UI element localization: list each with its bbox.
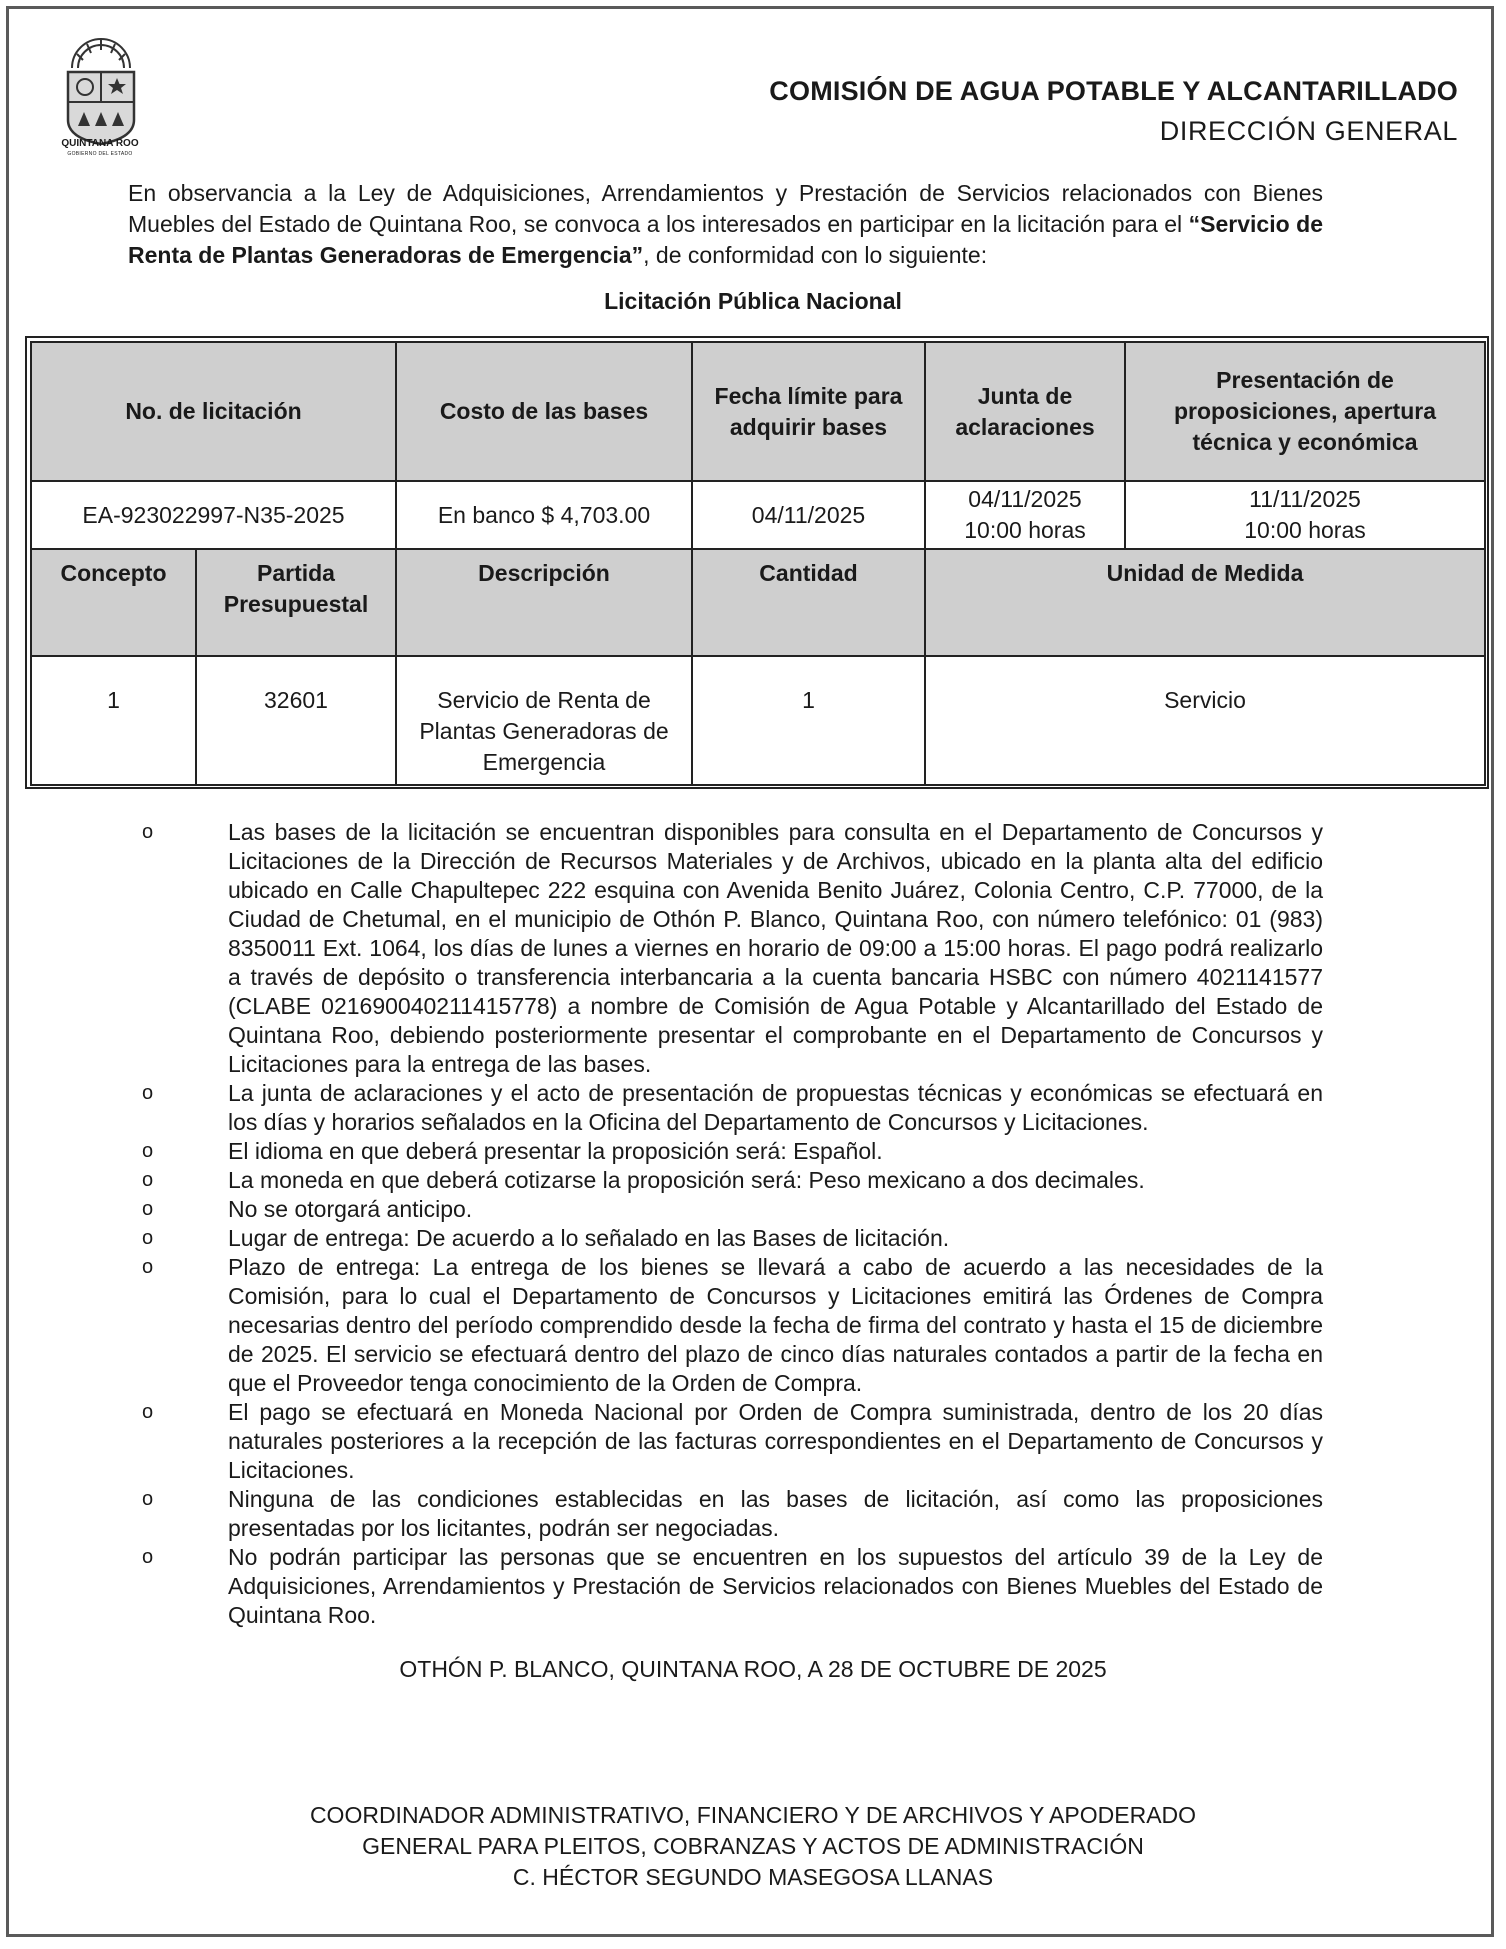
bullet-mark: o xyxy=(142,1082,154,1104)
table-row xyxy=(31,481,1485,549)
col-header-fecha-limite: Fecha límite para adquirir bases xyxy=(692,342,925,481)
list-item-text: La junta de aclaraciones y el acto de presentación de propuestas técnicas y económicas se efectuará en los días y horarios señalados en la Oficina del Departamento de Concursos y Licitaciones. xyxy=(228,1080,1323,1135)
cell-junta xyxy=(925,481,1125,549)
cell-costo: En banco $ 4,703.00 xyxy=(396,481,692,549)
bullet-mark: o xyxy=(142,1227,154,1249)
col-header-cantidad: Cantidad xyxy=(692,549,925,656)
list-item xyxy=(142,1166,1323,1195)
col-header-unidad: Unidad de Medida xyxy=(925,549,1485,656)
col-header-presentacion: Presentación de proposiciones, apertura técnica y económica xyxy=(1125,342,1485,481)
bullet-mark: o xyxy=(142,1488,154,1510)
section-title: Licitación Pública Nacional xyxy=(604,288,902,314)
signature-line-2: GENERAL PARA PLEITOS, COBRANZAS Y ACTOS DE ADMINISTRACIÓN xyxy=(362,1833,1144,1859)
intro-paragraph xyxy=(128,178,1323,271)
intro-text: En observancia a la Ley de Adquisiciones, Arrendamientos y Prestación de Servicios relacionados con Bienes Muebles del Estado de Quintana Roo, se convoca a los interesados en participar en la licitación para el xyxy=(128,180,1323,237)
list-item xyxy=(142,1543,1323,1630)
list-item xyxy=(142,1253,1323,1398)
list-item-text: Ninguna de las condiciones establecidas en las bases de licitación, así como las proposiciones presentadas por los licitantes, podrán ser negociadas. xyxy=(228,1486,1323,1541)
agency-title: COMISIÓN DE AGUA POTABLE Y ALCANTARILLADO xyxy=(769,76,1458,106)
bullet-mark: o xyxy=(142,1169,154,1191)
cell-licitacion: EA-923022997-N35-2025 xyxy=(31,481,396,549)
table2-header-row xyxy=(31,549,1485,656)
signature-name: C. HÉCTOR SEGUNDO MASEGOSA LLANAS xyxy=(512,1864,994,1890)
list-item xyxy=(142,1398,1323,1485)
agency-subtitle: DIRECCIÓN GENERAL xyxy=(1159,116,1458,146)
cell-junta-hora: 10:00 horas xyxy=(964,517,1086,543)
col-header-licitacion: No. de licitación xyxy=(31,342,396,481)
list-item xyxy=(142,1079,1323,1137)
list-item-text: Las bases de la licitación se encuentran disponibles para consulta en el Departamento de Concursos y Licitaciones de la Dirección de Recursos Materiales y de Archivos, ubicado en la planta alta del edificio ubicado en Calle Chapultepec 222 esquina con Avenida Benito Juárez, Colonia Centro, C.P. 77000, de la Ciudad de Chetumal, en el municipio de Othón P. Blanco, Quintana Roo, con número telefónico: 01 (983) 8350011 Ext. 1064, los días de lunes a viernes en horario de 09:00 a 15:00 horas. El pago podrá realizarlo a través de depósito o transferencia interbancaria a la cuenta bancaria HSBC con número 4021141577 (CLABE 021690040211415778) a nombre de Comisión de Agua Potable y Alcantarillado del Estado de Quintana Roo, debiendo posteriormente presentar el comprobante en el Departamento de Concursos y Licitaciones para la entrega de las bases. xyxy=(228,819,1323,1077)
logo-subtitle: GOBIERNO DEL ESTADO xyxy=(67,151,133,157)
intro-text-end: , de conformidad con lo siguiente: xyxy=(643,242,988,268)
cell-presentacion xyxy=(1125,481,1485,549)
list-item xyxy=(142,1137,1323,1166)
list-item xyxy=(142,1485,1323,1543)
col-header-partida: Partida Presupuestal xyxy=(196,549,396,656)
cell-partida: 32601 xyxy=(196,656,396,785)
list-item-text: Lugar de entrega: De acuerdo a lo señalado en las Bases de licitación. xyxy=(228,1225,950,1251)
col-header-descripcion: Descripción xyxy=(396,549,692,656)
cell-presentacion-fecha: 11/11/2025 xyxy=(1249,486,1361,512)
list-item xyxy=(142,1195,1323,1224)
list-item xyxy=(142,1224,1323,1253)
signature-line-1: COORDINADOR ADMINISTRATIVO, FINANCIERO Y DE ARCHIVOS Y APODERADO xyxy=(309,1802,1197,1828)
table1-header-row xyxy=(31,342,1485,481)
col-header-junta: Junta de aclaraciones xyxy=(925,342,1125,481)
list-item xyxy=(142,818,1323,1079)
tender-table xyxy=(30,341,1486,786)
col-header-concepto: Concepto xyxy=(31,549,196,656)
bullet-mark: o xyxy=(142,1140,154,1162)
bullet-mark: o xyxy=(142,1198,154,1220)
cell-descripcion: Servicio de Renta de Plantas Generadoras de Emergencia xyxy=(396,656,692,785)
list-item-text: El pago se efectuará en Moneda Nacional por Orden de Compra suministrada, dentro de los 20 días naturales posteriores a la recepción de las facturas correspondientes en el Departamento de Concursos y Licitaciones. xyxy=(228,1399,1323,1483)
list-item-text: La moneda en que deberá cotizarse la proposición será: Peso mexicano a dos decimales. xyxy=(228,1167,1145,1193)
col-header-costo: Costo de las bases xyxy=(396,342,692,481)
intro-service-name: “Servicio de Renta de Plantas Generadoras de Emergencia” xyxy=(128,211,1323,268)
table-row xyxy=(31,656,1485,785)
bullet-mark: o xyxy=(142,1546,154,1568)
bullet-mark: o xyxy=(142,1256,154,1278)
list-item-text: El idioma en que deberá presentar la proposición será: Español. xyxy=(228,1138,883,1164)
conditions-list xyxy=(142,818,1323,1630)
cell-concepto: 1 xyxy=(31,656,196,785)
cell-junta-fecha: 04/11/2025 xyxy=(968,486,1082,512)
place-and-date: OTHÓN P. BLANCO, QUINTANA ROO, A 28 DE OCTUBRE DE 2025 xyxy=(399,1656,1107,1682)
cell-cantidad: 1 xyxy=(692,656,925,785)
list-item-text: No se otorgará anticipo. xyxy=(228,1196,473,1222)
logo-name: QUINTANA ROO xyxy=(61,138,139,149)
bullet-mark: o xyxy=(142,1401,154,1423)
list-item-text: Plazo de entrega: La entrega de los bienes se llevará a cabo de acuerdo a las necesidades de la Comisión, para lo cual el Departamento de Concursos y Licitaciones emitirá las Órdenes de Compra necesarias dentro del período comprendido desde la fecha de firma del contrato y hasta el 15 de diciembre de 2025. El servicio se efectuará dentro del plazo de cinco días naturales contados a partir de la fecha en que el Proveedor tenga conocimiento de la Orden de Compra. xyxy=(228,1254,1323,1396)
signature-block xyxy=(0,1800,1506,1893)
cell-presentacion-hora: 10:00 horas xyxy=(1244,517,1366,543)
cell-fecha-limite: 04/11/2025 xyxy=(692,481,925,549)
bullet-mark: o xyxy=(142,821,154,843)
list-item-text: No podrán participar las personas que se encuentren en los supuestos del artículo 39 de la Ley de Adquisiciones, Arrendamientos y Prestación de Servicios relacionados con Bienes Muebles del Estado de Quintana Roo. xyxy=(228,1544,1323,1628)
cell-unidad: Servicio xyxy=(925,656,1485,785)
